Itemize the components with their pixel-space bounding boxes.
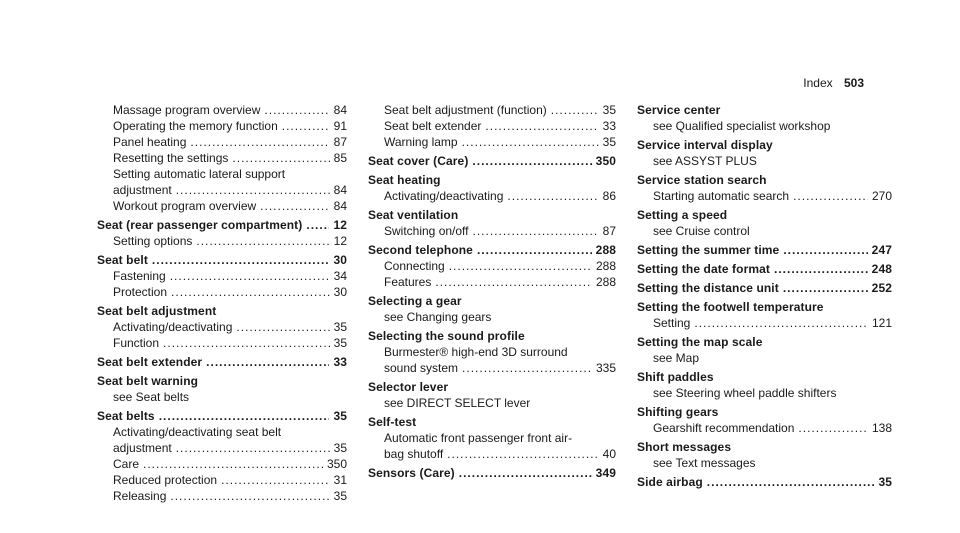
index-line <box>384 223 616 239</box>
entry-text: Service interval display <box>637 138 773 152</box>
index-line <box>97 252 347 268</box>
index-heading <box>637 280 892 296</box>
page-ref: 84 <box>333 199 347 213</box>
entry-text: Resetting the settings <box>113 151 229 165</box>
index-heading <box>637 299 892 315</box>
dot-leader <box>485 118 598 134</box>
index-subentry <box>97 389 347 405</box>
dot-leader <box>176 182 330 198</box>
entry-text: Features <box>384 275 432 289</box>
entry-text: Seat heating <box>368 173 441 187</box>
page-ref: 87 <box>333 135 347 149</box>
entry-text: Seat cover (Care) <box>368 154 469 168</box>
index-subentry <box>368 118 616 134</box>
index-heading <box>97 373 347 389</box>
entry-text: Fastening <box>113 269 166 283</box>
entry-text: Setting a speed <box>637 208 728 222</box>
index-line <box>113 102 347 118</box>
index-line <box>368 465 616 481</box>
index-subentry <box>97 456 347 472</box>
entry-text: Second telephone <box>368 243 473 257</box>
index-subentry <box>97 233 347 249</box>
index-subentry <box>97 284 347 300</box>
index-line <box>113 456 347 472</box>
index-heading <box>637 369 892 385</box>
index-heading <box>368 414 616 430</box>
index-heading <box>368 379 616 395</box>
index-subentry <box>97 102 347 118</box>
page-ref: 35 <box>602 135 616 149</box>
entry-text: Care <box>113 457 140 471</box>
entry-text: Seat belts <box>97 409 155 423</box>
page-ref: 40 <box>602 447 616 461</box>
index-line <box>113 198 347 214</box>
entry-text: Service station search <box>637 173 767 187</box>
index-line <box>113 150 347 166</box>
index-heading <box>368 328 616 344</box>
entry-text: Seat belt adjustment <box>97 304 217 318</box>
index-line <box>653 315 892 331</box>
page-ref: 270 <box>871 189 892 203</box>
entry-text: Warning lamp <box>384 135 458 149</box>
dot-leader <box>206 354 329 370</box>
page-ref: 30 <box>333 285 347 299</box>
page-ref: 288 <box>595 275 616 289</box>
index-line <box>384 188 616 204</box>
entry-text: Starting automatic search <box>653 189 790 203</box>
index-subentry <box>368 395 616 411</box>
index-line <box>384 360 616 376</box>
entry-text: Seat (rear passenger compartment) <box>97 218 303 232</box>
entry-text: Setting the map scale <box>637 335 763 349</box>
dot-leader <box>462 134 599 150</box>
index-line <box>113 472 347 488</box>
dot-leader <box>473 223 599 239</box>
page-ref: 350 <box>595 154 616 168</box>
index-subentry <box>637 188 892 204</box>
entry-text: Workout program overview <box>113 199 257 213</box>
dot-leader <box>551 102 599 118</box>
index-line <box>384 118 616 134</box>
index-subentry <box>368 344 616 360</box>
index-heading <box>97 354 347 370</box>
entry-text: Setting options <box>113 234 193 248</box>
page-ref: 252 <box>871 281 892 295</box>
index-subentry <box>637 153 892 169</box>
dot-leader <box>163 335 330 351</box>
entry-text: see Qualified specialist workshop <box>653 119 831 133</box>
index-heading <box>368 207 616 223</box>
dot-leader <box>694 315 868 331</box>
page-ref: 138 <box>871 421 892 435</box>
entry-text: Burmester® high-end 3D surround <box>384 345 568 359</box>
entry-text: Panel heating <box>113 135 187 149</box>
index-heading <box>97 303 347 319</box>
index-heading <box>97 252 347 268</box>
entry-text: Seat belt extender <box>97 355 203 369</box>
index-line <box>113 182 347 198</box>
index-subentry <box>97 440 347 456</box>
entry-text: Selector lever <box>368 380 449 394</box>
index-line <box>637 280 892 296</box>
index-line <box>113 488 347 504</box>
index-subentry <box>97 268 347 284</box>
entry-text: Releasing <box>113 489 167 503</box>
index-column-3 <box>637 102 892 490</box>
index-heading <box>368 153 616 169</box>
dot-leader <box>171 284 330 300</box>
index-line <box>637 242 892 258</box>
entry-text: Gearshift recommendation <box>653 421 795 435</box>
dot-leader <box>170 488 329 504</box>
page-ref: 35 <box>878 475 892 489</box>
entry-text: Setting the summer time <box>637 243 780 257</box>
index-subentry <box>368 446 616 462</box>
entry-text: Shift paddles <box>637 370 714 384</box>
header-title: Index <box>803 76 833 90</box>
entry-text: Seat belt adjustment (function) <box>384 103 547 117</box>
index-subentry <box>97 424 347 440</box>
entry-text: adjustment <box>113 441 172 455</box>
dot-leader <box>507 188 598 204</box>
index-subentry <box>637 315 892 331</box>
index-line <box>97 354 347 370</box>
index-subentry <box>368 188 616 204</box>
entry-text: Selecting a gear <box>368 294 462 308</box>
index-subentry <box>637 223 892 239</box>
page-ref: 335 <box>595 361 616 375</box>
entry-text: see Steering wheel paddle shifters <box>653 386 837 400</box>
index-line <box>384 446 616 462</box>
index-line <box>97 217 347 233</box>
dot-leader <box>264 102 329 118</box>
index-heading <box>637 474 892 490</box>
page-ref: 30 <box>333 253 347 267</box>
dot-leader <box>221 472 330 488</box>
entry-text: Setting automatic lateral support <box>113 167 286 181</box>
dot-leader <box>783 242 867 258</box>
dot-leader <box>260 198 329 214</box>
entry-text: Setting the distance unit <box>637 281 779 295</box>
page-ref: 35 <box>333 336 347 350</box>
page-ref: 84 <box>333 103 347 117</box>
entry-text: Operating the memory function <box>113 119 278 133</box>
index-subentry <box>368 430 616 446</box>
entry-text: Activating/deactivating <box>384 189 504 203</box>
page-ref: 349 <box>595 466 616 480</box>
page-ref: 33 <box>333 355 347 369</box>
entry-text: Self-test <box>368 415 417 429</box>
page-ref: 31 <box>333 473 347 487</box>
index-heading <box>368 172 616 188</box>
page-ref: 35 <box>333 320 347 334</box>
dot-leader <box>236 319 329 335</box>
entry-text: Activating/deactivating <box>113 320 233 334</box>
dot-leader <box>447 446 598 462</box>
dot-leader <box>176 440 330 456</box>
dot-leader <box>143 456 323 472</box>
entry-text: Massage program overview <box>113 103 261 117</box>
index-line <box>653 420 892 436</box>
entry-text: see Map <box>653 351 700 365</box>
dot-leader <box>707 474 875 490</box>
page-ref: 121 <box>871 316 892 330</box>
entry-text: Protection <box>113 285 168 299</box>
index-column-1 <box>97 102 347 504</box>
dot-leader <box>282 118 330 134</box>
dot-leader <box>783 280 868 296</box>
index-column-2 <box>368 102 616 481</box>
index-subentry <box>97 319 347 335</box>
page-ref: 288 <box>595 243 616 257</box>
index-subentry <box>97 134 347 150</box>
index-subentry <box>97 335 347 351</box>
entry-text: Reduced protection <box>113 473 218 487</box>
dot-leader <box>159 408 330 424</box>
index-subentry <box>368 134 616 150</box>
index-heading <box>637 439 892 455</box>
index-subentry <box>368 309 616 325</box>
entry-text: Switching on/off <box>384 224 469 238</box>
index-line <box>368 242 616 258</box>
index-heading <box>637 261 892 277</box>
page-ref: 85 <box>333 151 347 165</box>
page-ref: 35 <box>602 103 616 117</box>
index-line <box>113 284 347 300</box>
dot-leader <box>793 188 868 204</box>
index-subentry <box>368 360 616 376</box>
index-line <box>113 134 347 150</box>
entry-text: Seat belt warning <box>97 374 199 388</box>
page-ref: 35 <box>333 489 347 503</box>
index-subentry <box>637 350 892 366</box>
entry-text: Service center <box>637 103 721 117</box>
index-line <box>637 261 892 277</box>
dot-leader <box>190 134 329 150</box>
index-line <box>384 274 616 290</box>
index-heading <box>97 217 347 233</box>
index-heading <box>637 102 892 118</box>
index-line <box>113 319 347 335</box>
index-line <box>113 335 347 351</box>
page-ref: 33 <box>602 119 616 133</box>
entry-text: Setting the date format <box>637 262 770 276</box>
entry-text: see ASSYST PLUS <box>653 154 757 168</box>
index-heading <box>368 293 616 309</box>
entry-text: Seat belt <box>97 253 148 267</box>
page-ref: 87 <box>602 224 616 238</box>
dot-leader <box>462 360 592 376</box>
index-line <box>368 153 616 169</box>
index-heading <box>637 137 892 153</box>
index-subentry <box>368 223 616 239</box>
index-heading <box>368 242 616 258</box>
index-heading <box>637 334 892 350</box>
index-heading <box>637 207 892 223</box>
dot-leader <box>170 268 330 284</box>
index-line <box>637 474 892 490</box>
index-subentry <box>97 118 347 134</box>
entry-text: see DIRECT SELECT lever <box>384 396 531 410</box>
index-heading <box>637 242 892 258</box>
entry-text: Shifting gears <box>637 405 719 419</box>
index-heading <box>97 408 347 424</box>
page-ref: 84 <box>333 183 347 197</box>
page-header <box>803 75 864 91</box>
page-number: 503 <box>843 76 864 90</box>
entry-text: Seat ventilation <box>368 208 459 222</box>
page-ref: 34 <box>333 269 347 283</box>
entry-text: Short messages <box>637 440 732 454</box>
index-subentry <box>368 102 616 118</box>
index-heading <box>368 465 616 481</box>
index-subentry <box>637 385 892 401</box>
dot-leader <box>798 420 868 436</box>
page-ref: 12 <box>333 218 347 232</box>
index-subentry <box>637 455 892 471</box>
index-line <box>653 188 892 204</box>
entry-text: Selecting the sound profile <box>368 329 525 343</box>
entry-text: see Changing gears <box>384 310 492 324</box>
entry-text: Automatic front passenger front air- <box>384 431 573 445</box>
dot-leader <box>232 150 329 166</box>
entry-text: Side airbag <box>637 475 703 489</box>
index-line <box>113 440 347 456</box>
index-subentry <box>97 182 347 198</box>
entry-text: bag shutoff <box>384 447 444 461</box>
entry-text: see Cruise control <box>653 224 750 238</box>
dot-leader <box>477 242 592 258</box>
dot-leader <box>449 258 592 274</box>
index-heading <box>637 172 892 188</box>
index-subentry <box>97 198 347 214</box>
entry-text: see Seat belts <box>113 390 190 404</box>
page-ref: 288 <box>595 259 616 273</box>
index-line <box>384 258 616 274</box>
dot-leader <box>435 274 592 290</box>
entry-text: Function <box>113 336 160 350</box>
dot-leader <box>472 153 591 169</box>
index-subentry <box>368 274 616 290</box>
index-line <box>113 268 347 284</box>
page-ref: 248 <box>871 262 892 276</box>
index-subentry <box>368 258 616 274</box>
entry-text: adjustment <box>113 183 172 197</box>
index-line <box>97 408 347 424</box>
entry-text: Sensors (Care) <box>368 466 455 480</box>
index-line <box>113 233 347 249</box>
page-ref: 35 <box>333 441 347 455</box>
dot-leader <box>152 252 330 268</box>
index-heading <box>637 404 892 420</box>
entry-text: Setting the footwell temperature <box>637 300 824 314</box>
index-subentry <box>637 420 892 436</box>
dot-leader <box>774 261 868 277</box>
entry-text: Connecting <box>384 259 445 273</box>
entry-text: see Text messages <box>653 456 756 470</box>
index-subentry <box>97 488 347 504</box>
page-ref: 91 <box>333 119 347 133</box>
entry-text: sound system <box>384 361 459 375</box>
page-ref: 350 <box>326 457 347 471</box>
index-subentry <box>97 472 347 488</box>
dot-leader <box>306 217 329 233</box>
page-ref: 35 <box>333 409 347 423</box>
index-subentry <box>97 150 347 166</box>
index-line <box>113 118 347 134</box>
entry-text: Seat belt extender <box>384 119 482 133</box>
page-ref: 12 <box>333 234 347 248</box>
page-ref: 247 <box>871 243 892 257</box>
page-ref: 86 <box>602 189 616 203</box>
index-line <box>384 134 616 150</box>
entry-text: Activating/deactivating seat belt <box>113 425 282 439</box>
index-subentry <box>637 118 892 134</box>
index-subentry <box>97 166 347 182</box>
entry-text: Setting <box>653 316 691 330</box>
dot-leader <box>459 465 592 481</box>
dot-leader <box>196 233 329 249</box>
index-line <box>384 102 616 118</box>
